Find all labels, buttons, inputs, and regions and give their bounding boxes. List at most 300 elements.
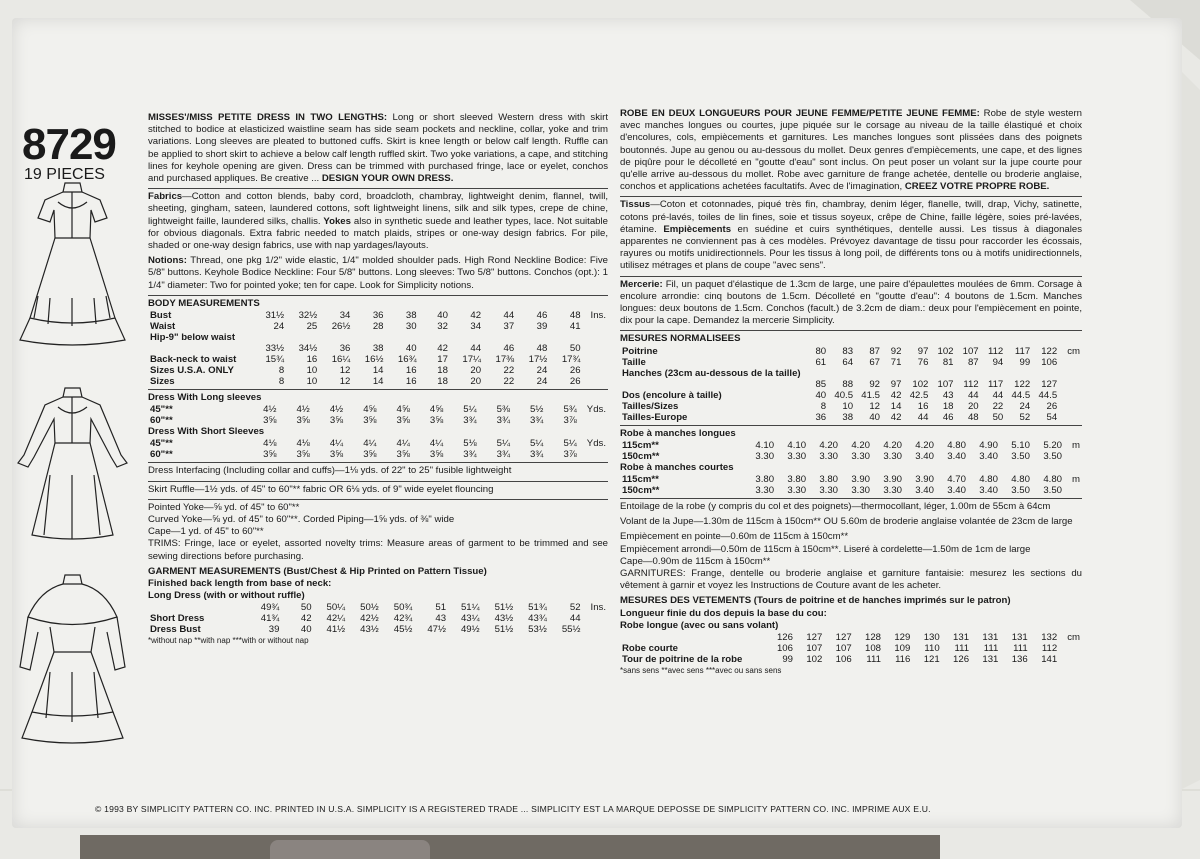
table-cell: 39 <box>268 624 280 636</box>
table-cell <box>516 332 549 343</box>
table-cell: 3.30 <box>819 450 839 462</box>
table-cell: 4.80 <box>1011 474 1030 486</box>
table-cell: 17¼ <box>462 354 482 366</box>
table-cell: 20 <box>470 376 482 388</box>
table-cell: 43 <box>435 613 447 625</box>
fr-title: ROBE EN DEUX LONGUEURS POUR JEUNE FEMME/PETITE JEUNE FEMME: <box>620 108 980 119</box>
table-cell: 92 <box>890 345 902 357</box>
row-label <box>620 632 766 643</box>
table-cell: 3.30 <box>883 450 902 462</box>
yokes-text: also in synthetic suede and leather types, lace. Not suitable for obvious diagonals. Extra fabric needed to match plaids, stripes or one-way design fabrics. For pile, shaded or one-way design fabrics, use with nap yardages/layouts. <box>148 215 608 252</box>
trims-line: TRIMS: Fringe, lace or eyelet, assorted novelty trims: Measure areas of garment to be trimmed and see sewing directions before purchasing. <box>148 538 608 562</box>
tissus-label: Tissus <box>620 199 651 211</box>
table-cell: 106 <box>835 654 852 666</box>
table-cell: 88 <box>842 378 854 390</box>
table-row <box>148 415 608 426</box>
long-sleeve-dress-sketch <box>10 385 135 545</box>
table-cell: 131 <box>982 654 999 666</box>
body-measurements-title: BODY MEASUREMENTS <box>148 297 260 309</box>
table-cell: 81 <box>942 356 954 368</box>
table-cell: 47½ <box>427 624 447 636</box>
table-cell: 4½ <box>329 404 344 416</box>
table-cell: 10 <box>306 376 318 388</box>
table-row <box>148 321 608 332</box>
row-label: Taille <box>622 356 646 368</box>
fr-footnote: *sans sens **avec sens ***avec ou sans sens <box>620 666 782 676</box>
table-cell: 112 <box>1041 643 1058 655</box>
row-label: Hanches (23cm au-dessous de la taille) <box>622 367 801 379</box>
table-cell: 15¾ <box>265 354 285 366</box>
table-row <box>620 412 1082 423</box>
longueur-finie-label: Longueur finie du dos depuis la base du cou: <box>620 607 827 619</box>
table-cell: 99 <box>1019 356 1031 368</box>
table-cell: 3.30 <box>755 485 775 497</box>
table-cell: 51 <box>435 602 447 614</box>
table-cell: 111 <box>866 654 882 666</box>
unit-cell <box>579 415 608 426</box>
table-cell: 80 <box>815 345 827 357</box>
table-cell: 42 <box>470 310 482 322</box>
table-cell: 44.5 <box>1038 389 1058 401</box>
row-label: Tailles/Sizes <box>622 400 679 412</box>
table-cell: 16½ <box>364 354 384 366</box>
en-design-tagline: DESIGN YOUR OWN DRESS. <box>321 173 454 185</box>
table-cell: 50¼ <box>326 602 346 614</box>
table-cell: 4.80 <box>979 474 998 486</box>
cape-line: Cape—1 yd. of 45" to 60"** <box>148 526 264 538</box>
table-cell: 42 <box>300 613 312 625</box>
table-cell: 44 <box>992 389 1004 401</box>
table-cell: 127 <box>806 632 823 644</box>
table-cell <box>319 332 352 343</box>
table-cell: 24 <box>273 321 285 333</box>
table-cell: 42 <box>890 389 902 401</box>
table-cell: 61 <box>815 356 827 368</box>
long-dress-label: Long Dress (with or without ruffle) <box>148 590 305 602</box>
table-cell: 83 <box>842 345 854 357</box>
table-cell: 92 <box>869 378 880 390</box>
table-cell: 26 <box>569 376 581 388</box>
table-cell: 42¾ <box>393 613 413 625</box>
table-cell: 3.30 <box>851 450 871 462</box>
volant-line: Volant de la Jupe—1.30m de 115cm à 150cm** OU 5.60m de broderie anglaise volantée de 23cm de large <box>620 516 1073 528</box>
table-cell: 4.10 <box>755 439 775 451</box>
empiecements-text: en suédine et cuirs synthétiques, dentelle aussi. Les tissus à diagonales apparentes ne conviennent pas à ces modèles. Prévoyez davantage de tissu pour raccorder les écossais, rayures ou motifs unidirectionnels. Pour les tissus à long poil, de différents tons ou à motifs unidirectionnels, utilisez métrages et plans de coupe "avec sens". <box>620 223 1083 272</box>
table-cell: 38 <box>405 310 417 322</box>
table-cell: 67 <box>869 356 880 368</box>
table-cell: 108 <box>865 643 882 655</box>
table-cell: 3⅝ <box>296 415 310 427</box>
table-cell: 127 <box>835 632 852 644</box>
table-cell: 14 <box>890 400 902 412</box>
interfacing-line: Dress Interfacing (Including collar and cuffs)—1⅛ yds. of 22" to 25" fusible lightweight <box>148 465 512 477</box>
table-cell: 5¼ <box>496 438 510 450</box>
table-row <box>620 390 1082 401</box>
table-cell: 50¾ <box>393 602 413 614</box>
table-cell: 132 <box>1041 632 1058 644</box>
table-row <box>148 310 608 321</box>
en-title: MISSES'/MISS PETITE DRESS IN TWO LENGTHS: <box>148 112 388 123</box>
table-cell: 45½ <box>393 624 413 636</box>
table-cell: 5½ <box>529 404 544 416</box>
table-cell: 3.90 <box>883 474 902 486</box>
fabrics-label: Fabrics <box>148 191 183 203</box>
table-cell: 111 <box>1013 643 1028 655</box>
table-cell <box>286 332 319 343</box>
table-cell: 36 <box>339 343 351 355</box>
table-cell: 5¼ <box>529 438 544 450</box>
fr-creez-tagline: CREEZ VOTRE PROPRE ROBE. <box>904 181 1050 193</box>
short-sleeve-dress-sketch <box>10 178 135 348</box>
row-label: 60"** <box>150 449 173 461</box>
garment-measurements-table <box>148 602 608 635</box>
finished-length-label: Finished back length from base of neck: <box>148 578 332 590</box>
table-row <box>620 474 1082 485</box>
table-cell: 3.30 <box>787 485 807 497</box>
table-row <box>148 613 608 624</box>
table-cell: 17¾ <box>561 354 581 366</box>
envelope-front-edge <box>80 835 940 859</box>
table-cell: 32½ <box>298 310 318 322</box>
unit-cell: m <box>1072 439 1080 451</box>
table-cell: 117 <box>1014 345 1031 357</box>
table-cell: 37 <box>503 321 515 333</box>
row-label: Back-neck to waist <box>150 354 237 366</box>
table-cell: 16¼ <box>331 354 351 366</box>
table-cell: 109 <box>894 643 911 655</box>
table-cell <box>807 368 828 379</box>
table-cell: 46 <box>536 310 548 322</box>
table-cell <box>352 332 385 343</box>
row-label: 150cm** <box>622 450 660 462</box>
table-cell: 94 <box>992 356 1004 368</box>
row-label: 60"** <box>150 415 173 427</box>
fabrics-text: —Cotton and cotton blends, baby cord, broadcloth, chambray, lightweight denim, flannel, twill, sheeting, gingham, sateen, laundered cottons, soft lightweight linens, silk and silk types, crepe de chine, lightweight faille, laundered silks, challis. <box>148 191 608 227</box>
yokes-label: Yokes <box>323 215 351 227</box>
table-cell: 5¾ <box>563 404 577 416</box>
table-cell: 4¼ <box>429 438 444 450</box>
table-cell: 50 <box>300 602 312 614</box>
table-row <box>620 379 1082 390</box>
table-cell: 3.40 <box>915 450 934 462</box>
unit-cell <box>1064 451 1082 462</box>
table-cell: 16 <box>405 376 417 388</box>
table-cell: 34 <box>470 321 482 333</box>
row-label: Tour de poitrine de la robe <box>622 654 743 666</box>
tissus-text: —Coton et cotonnades, piqué très fin, chambray, denim léger, flanelle, twill, drap, Vichy, satinette, cotons pré-lavés, toiles de lin fines, soie et tissus soyeux, crêpe de Chine, faille légère, soies pré-lavées, étamine. <box>620 199 1082 235</box>
table-cell: 3⅝ <box>396 415 410 427</box>
table-cell: 3.80 <box>787 474 807 486</box>
unit-cell <box>583 332 608 343</box>
table-cell: 50 <box>569 343 581 355</box>
table-cell: 17 <box>437 354 448 366</box>
table-cell: 5¼ <box>463 404 477 416</box>
table-row <box>620 401 1082 412</box>
table-cell: 5⅛ <box>463 438 477 450</box>
table-cell: 52 <box>1019 411 1031 423</box>
row-label: 115cm** <box>622 474 659 486</box>
table-cell: 4.80 <box>1043 474 1062 486</box>
table-cell: 20 <box>470 365 482 377</box>
unit-cell <box>1059 654 1082 665</box>
table-cell <box>855 368 882 379</box>
table-cell: 3.30 <box>851 485 871 497</box>
table-cell: 126 <box>776 632 793 644</box>
table-cell: 87 <box>967 356 979 368</box>
table-cell: 40 <box>437 310 448 322</box>
table-cell: 131 <box>953 632 970 644</box>
table-row <box>620 346 1082 357</box>
table-row <box>620 357 1082 368</box>
table-cell <box>981 368 1006 379</box>
table-cell: 5.10 <box>1011 439 1030 451</box>
table-cell: 51¼ <box>460 602 480 614</box>
table-cell: 97 <box>890 378 902 390</box>
table-cell: 3.80 <box>819 474 839 486</box>
table-cell: 48 <box>967 411 979 423</box>
table-cell: 3.90 <box>851 474 871 486</box>
table-cell: 3.50 <box>1011 485 1030 497</box>
table-cell: 3.80 <box>755 474 775 486</box>
table-cell: 4⅝ <box>363 404 377 416</box>
table-cell: 54 <box>1046 411 1058 423</box>
table-cell: 42.5 <box>909 389 929 401</box>
unit-cell <box>1059 401 1082 412</box>
table-cell <box>828 368 855 379</box>
table-cell: 46 <box>503 343 515 355</box>
table-cell: 136 <box>1011 654 1028 666</box>
table-cell: 42¼ <box>326 613 346 625</box>
row-label: Bust <box>150 310 172 322</box>
table-cell: 40 <box>405 343 417 355</box>
table-cell: 17½ <box>528 354 548 366</box>
fr-description: Robe de style western avec manches longues ou courtes, jupe piquée sur le corsage au niveau de la taille élastiqué et choix d'encolures, cols, empiècements et garnitures. Les manches longues sont plissées dans des poignets boutonnés. Jupe au genou ou au-dessous du mollet. Deux genres d'empiècements, une cape, et des lignes de piqûre pour le décolleté en "goutte d'eau" sont inclus. On peut poser un volant sur la jupe courte pour qu'elle arrive au-dessous du mollet. Robe avec garniture de frange achetée, dentelle ou broderie anglaise, conchos et applications achetées facultatifs. Avec de l'imagination, <box>620 108 1083 193</box>
table-cell: 141 <box>1041 654 1058 666</box>
table-cell: 130 <box>923 632 940 644</box>
table-cell: 107 <box>835 643 852 655</box>
table-cell: 4¼ <box>396 438 410 450</box>
table-cell: 50 <box>992 411 1004 423</box>
table-cell: 36 <box>372 310 384 322</box>
table-cell: 44 <box>569 613 581 625</box>
short-sleeve-yardage-table <box>148 438 608 460</box>
table-cell: 4¼ <box>329 438 344 450</box>
table-cell: 3.30 <box>787 450 807 462</box>
table-cell: 85 <box>815 378 827 390</box>
table-cell: 3.40 <box>979 485 998 497</box>
table-cell: 3⅝ <box>363 415 377 427</box>
unit-cell <box>1059 368 1082 379</box>
table-cell: 51½ <box>494 602 514 614</box>
table-cell: 99 <box>782 654 793 666</box>
table-cell: 102 <box>937 345 954 357</box>
empiecement-arrondi-line: Empiècement arrondi—0.50m de 115cm à 150cm**. Liseré à cordelette—1.50m de 1cm de large <box>620 543 1031 555</box>
table-cell <box>549 332 582 343</box>
table-cell: 4½ <box>296 404 310 416</box>
table-cell: 40 <box>815 389 827 401</box>
unit-cell: cm <box>1067 632 1080 644</box>
table-cell: 116 <box>895 654 911 666</box>
unit-cell: Yds. <box>586 404 606 416</box>
table-cell: 3¾ <box>529 415 544 427</box>
table-cell: 39 <box>536 321 548 333</box>
table-cell: 36 <box>815 411 827 423</box>
row-label: Short Dress <box>150 613 205 625</box>
notions-text: Thread, one pkg 1/2" wide elastic, 1/4" molded shoulder pads. High Rond Neckline Bodice: Five 5/8" buttons. Keyhole Bodice Neckline: Four 5/8" buttons. Long sleeves: Two 5/8" buttons. Conchos (opt.): 1 1/4" diameter: Two for pointed yoke; ten for cape. Look for Simplicity notions. <box>148 255 608 291</box>
garnitures-line: GARNITURES: Frange, dentelle ou broderie anglaise et garniture fantaisie: mesurez les sections du vêtement à garnir et voyez les Instructions de Couture avant de les acheter. <box>620 568 1082 592</box>
unit-cell <box>583 354 608 365</box>
table-row <box>148 602 608 613</box>
table-cell: 52 <box>569 602 581 614</box>
table-row <box>148 404 608 415</box>
table-cell: 43¾ <box>528 613 547 625</box>
table-cell: 3.40 <box>979 450 998 462</box>
table-cell: 51¾ <box>528 602 547 614</box>
row-label: Tailles-Europe <box>622 411 688 423</box>
table-cell: 112 <box>987 345 1004 357</box>
table-cell: 44 <box>917 411 929 423</box>
table-row <box>148 365 608 376</box>
table-cell: 3.30 <box>883 485 902 497</box>
table-cell: 4.70 <box>947 474 966 486</box>
unit-cell <box>1059 379 1082 390</box>
unit-cell <box>579 449 608 460</box>
table-cell: 17⅜ <box>495 354 515 366</box>
table-cell: 3.40 <box>915 485 934 497</box>
unit-cell <box>1064 485 1082 496</box>
table-cell: 43½ <box>360 624 379 636</box>
row-label: Sizes U.S.A. ONLY <box>150 365 234 377</box>
en-description: Long or short sleeved Western dress with skirt stitched to bodice at elasticized waistline seam has side seam pockets and neckline, collar, yoke and trim variations. Long sleeves are pleated to buttoned cuffs. Skirt is knee length or below calf length. Ruffle can be applied to short skirt to achieve a below calf length ruffled skirt. Two yoke variations, a cape, and stitching lines for keyhole opening are given. Dress can be trimmed with purchased fringe, lace or eyelet, conchos and purchased appliques. Be creative ... <box>148 112 609 185</box>
table-cell: 4⅝ <box>396 404 410 416</box>
table-cell: 24 <box>536 376 548 388</box>
table-cell: 3⅝ <box>263 415 277 427</box>
en-footnote: *without nap **with nap ***with or without nap <box>148 636 309 646</box>
table-row <box>620 485 1082 496</box>
table-cell: 14 <box>372 376 384 388</box>
table-cell: 107 <box>962 345 979 357</box>
table-cell: 126 <box>953 654 970 666</box>
table-cell: 4⅝ <box>429 404 444 416</box>
table-cell: 26 <box>569 365 581 377</box>
table-cell: 64 <box>842 356 854 368</box>
table-cell: 16 <box>917 400 929 412</box>
garment-measurements-title: GARMENT MEASUREMENTS (Bust/Chest & Hip Printed on Pattern Tissue) <box>148 565 487 577</box>
table-cell: 3¾ <box>463 415 477 427</box>
pieces-count: 19 PIECES <box>24 166 105 183</box>
table-cell: 44 <box>503 310 515 322</box>
table-cell <box>1005 368 1032 379</box>
notions-label: Notions: <box>148 255 187 267</box>
table-cell: 97 <box>917 345 929 357</box>
table-cell <box>930 368 955 379</box>
table-cell: 24 <box>536 365 548 377</box>
table-cell: 117 <box>987 378 1004 390</box>
table-cell: 4⅛ <box>296 438 310 450</box>
table-cell: 49¾ <box>260 602 280 614</box>
table-row <box>148 376 608 387</box>
row-label: Poitrine <box>622 345 658 357</box>
table-cell: 3⅝ <box>396 449 410 461</box>
unit-cell: m <box>1072 474 1080 486</box>
row-label: 45"** <box>150 404 173 416</box>
table-cell: 48 <box>536 343 548 355</box>
unit-cell: Ins. <box>590 310 606 322</box>
table-cell <box>956 368 981 379</box>
table-cell: 3.30 <box>819 485 839 497</box>
table-cell: 129 <box>894 632 911 644</box>
row-label <box>620 379 807 390</box>
pattern-number: 8729 <box>22 120 116 169</box>
table-cell <box>483 332 516 343</box>
table-cell: 40 <box>869 411 880 423</box>
table-cell: 12 <box>339 376 351 388</box>
table-cell: 112 <box>963 378 979 390</box>
table-cell: 122 <box>1041 345 1058 357</box>
table-cell: 51½ <box>494 624 514 636</box>
table-cell: 44.5 <box>1011 389 1031 401</box>
table-cell: 4.20 <box>851 439 871 451</box>
table-row <box>620 440 1082 451</box>
manches-courtes-title: Robe à manches courtes <box>620 461 734 473</box>
table-row <box>148 438 608 449</box>
table-cell: 3⅝ <box>296 449 310 461</box>
table-cell: 30 <box>405 321 417 333</box>
empiecements-label: Empiècements <box>663 223 732 235</box>
table-cell: 111 <box>954 643 970 655</box>
row-label: 150cm** <box>622 485 660 497</box>
french-column <box>620 108 1082 677</box>
table-cell: 41 <box>569 321 581 333</box>
skirt-ruffle-line: Skirt Ruffle—1½ yds. of 45" to 60"** fabric OR 6⅛ yds. of 9" wide eyelet flouncing <box>148 483 494 495</box>
table-cell: 3⅞ <box>563 415 577 427</box>
table-cell: 16 <box>306 354 318 366</box>
table-cell: 42 <box>890 411 902 423</box>
table-row <box>620 643 1082 654</box>
unit-cell <box>583 624 608 635</box>
table-cell: 4.80 <box>947 439 966 451</box>
unit-cell <box>1059 412 1082 423</box>
row-label: Hip-9" below waist <box>150 332 236 344</box>
table-cell: 40 <box>300 624 312 636</box>
table-cell: 44 <box>470 343 482 355</box>
table-cell: 10 <box>306 365 318 377</box>
table-cell: 43 <box>942 389 954 401</box>
table-cell: 121 <box>923 654 940 666</box>
table-cell: 5⅜ <box>496 404 510 416</box>
table-cell: 4.20 <box>915 439 934 451</box>
table-cell: 128 <box>865 632 882 644</box>
table-cell: 4.20 <box>819 439 839 451</box>
table-cell: 102 <box>912 378 929 390</box>
table-cell: 127 <box>1041 378 1058 390</box>
table-cell: 3¾ <box>496 415 510 427</box>
table-cell: 122 <box>1014 378 1031 390</box>
table-cell: 110 <box>924 643 940 655</box>
unit-cell <box>583 613 608 624</box>
table-row <box>620 451 1082 462</box>
table-cell: 4.90 <box>979 439 998 451</box>
table-row <box>148 624 608 635</box>
table-cell: 4⅛ <box>263 438 277 450</box>
table-cell: 34 <box>339 310 351 322</box>
table-cell: 3.50 <box>1043 450 1062 462</box>
english-column <box>148 112 608 648</box>
unit-cell <box>583 321 608 332</box>
table-cell: 42½ <box>360 613 379 625</box>
body-measurements-table <box>148 310 608 387</box>
table-cell: 3¾ <box>496 449 510 461</box>
